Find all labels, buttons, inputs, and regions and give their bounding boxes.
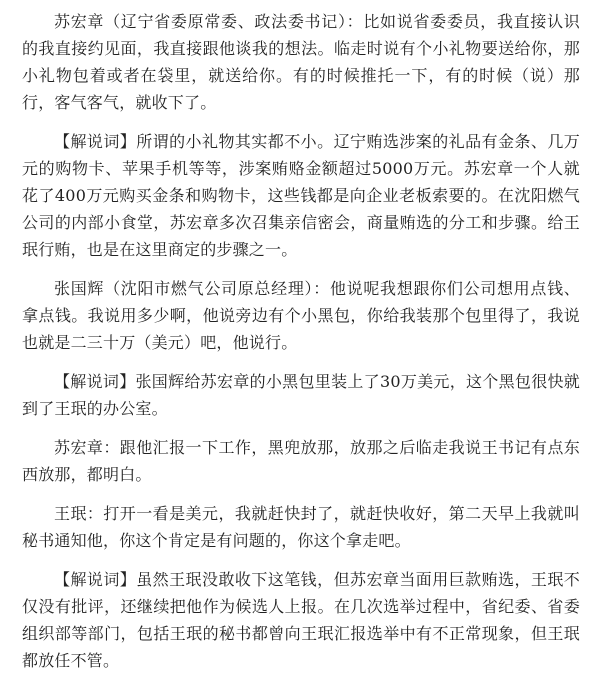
paragraph-narration-gifts: 【解说词】所谓的小礼物其实都不小。辽宁贿选涉案的礼品有金条、几万元的购物卡、苹果手机等等，涉案贿赂金额超过5000万元。苏宏章一个人就花了400万元购买金条和购物卡，这些钱都是向企业老板索要的。在沈阳燃气公司的内部小食堂，苏宏章多次召集亲信密会，商量贿选的分工和步骤。给王珉行贿，也是在这里商定的步骤之一。 bbox=[22, 132, 580, 259]
paragraph-su-hongzhang-report: 苏宏章：跟他汇报一下工作，黑兜放那，放那之后临走我说王书记有点东西放那，都明白。 bbox=[22, 438, 580, 484]
paragraph-su-hongzhang-statement: 苏宏章（辽宁省委原常委、政法委书记）：比如说省委委员，我直接认识的我直接约见面，我直接跟他谈我的想法。临走时说有个小礼物要送给你，那小礼物包着或者在袋里，就送给你。有的时候推托一下，有的时候（说）那行，客气客气，就收下了。 bbox=[22, 12, 580, 112]
paragraph-narration-conclusion: 【解说词】虽然王珉没敢收下这笔钱，但苏宏章当面用巨款贿选，王珉不仅没有批评，还继续把他作为候选人上报。在几次选举过程中，省纪委、省委组织部等部门，包括王珉的秘书都曾向王珉汇报选举中有不正常现象，但王珉都放任不管。 bbox=[22, 570, 580, 670]
paragraph-wang-min-statement: 王珉：打开一看是美元，我就赶快封了，就赶快收好，第二天早上我就叫秘书通知他，你这个肯定是有问题的，你这个拿走吧。 bbox=[22, 504, 580, 550]
paragraph-zhang-guohui-statement: 张国辉（沈阳市燃气公司原总经理）：他说呢我想跟你们公司想用点钱、拿点钱。我说用多少啊，他说旁边有个小黑包，你给我装那个包里得了，我说也就是二三十万（美元）吧，他说行。 bbox=[22, 279, 580, 352]
paragraph-narration-black-bag: 【解说词】张国辉给苏宏章的小黑包里装上了30万美元，这个黑包很快就到了王珉的办公室。 bbox=[22, 372, 580, 418]
